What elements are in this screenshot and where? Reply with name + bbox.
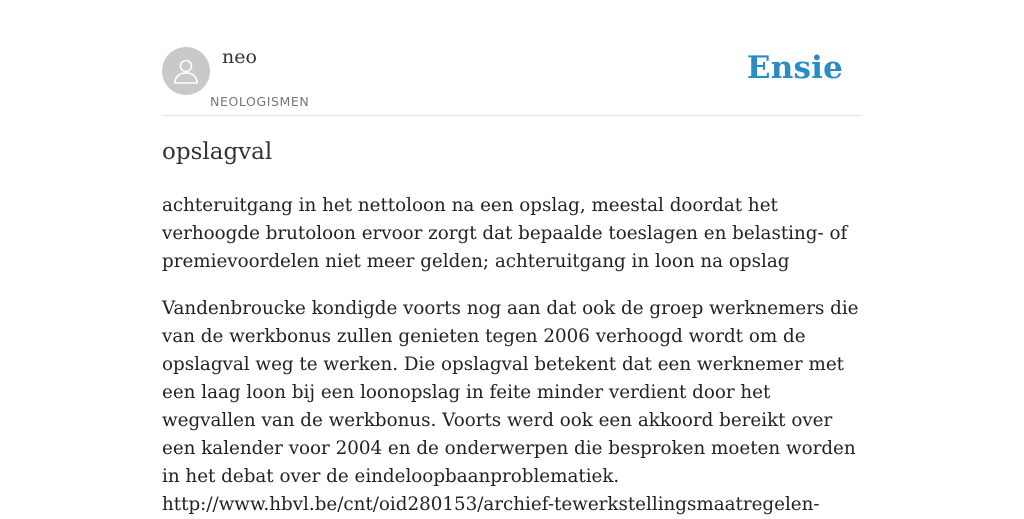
entry-header [162,0,862,116]
source-link[interactable]: http://www.hbvl.be/cnt/oid280153/archief-tewerkstellingsmaatregelen- [162,494,820,515]
entry-definition: achteruitgang in het nettoloon na een opslag, meestal doordat het verhoogde brutoloon ervoor zorgt dat bepaalde toeslagen en belasting- of premievoordelen niet meer gelden; achteruitgang in loon na opslag [162,195,848,272]
entry-term: opslagval [162,139,273,165]
entry-card [162,0,862,515]
brand-logo[interactable]: Ensie [746,50,843,86]
avatar[interactable] [162,47,210,95]
collection-link[interactable]: NEOLOGISMEN [210,94,310,109]
user-icon [171,56,201,86]
example-text: Vandenbroucke kondigde voorts nog aan dat ook de groep werknemers die van de werkbonus zullen genieten tegen 2006 verhoogd wordt om de opslagval weg te werken. Die opslagval betekent dat een werknemer met een laag loon bij een loonopslag in feite minder verdient door het wegvallen van de werkbonus. Voorts werd ook een akkoord bereikt over een kalender voor 2004 en de onderwerpen die besproken moeten worden in het debat over de eindeloopbaanproblematiek. [162,298,859,487]
entry-example [162,295,862,519]
username-link[interactable]: neo [222,46,257,68]
